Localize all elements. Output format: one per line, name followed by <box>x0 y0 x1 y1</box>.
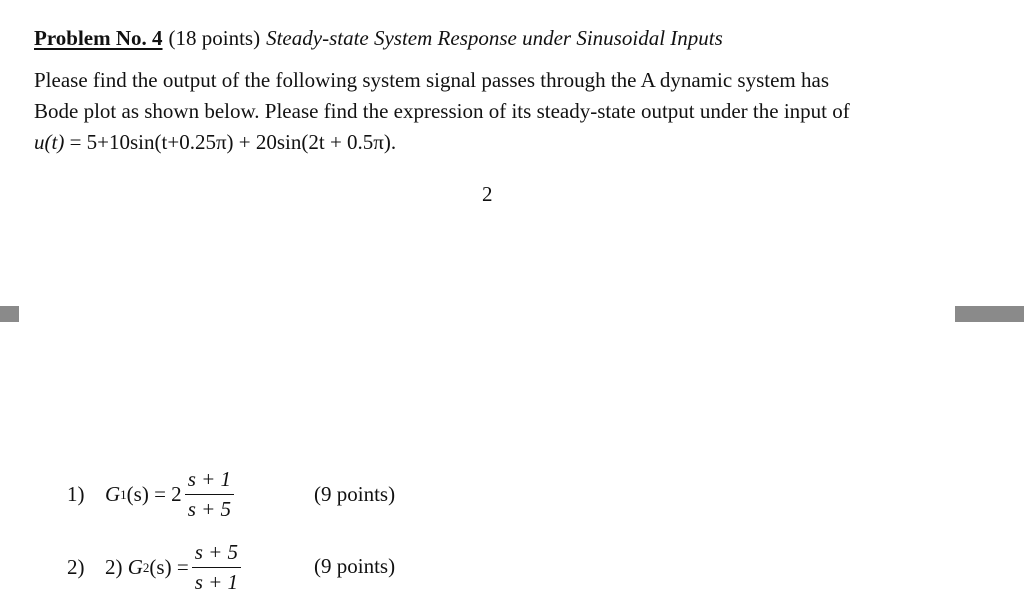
input-lhs: u(t) <box>34 130 65 154</box>
input-expression <box>34 127 994 158</box>
problem-header <box>34 26 723 51</box>
function-arg: (s) = 2 <box>126 482 182 506</box>
fraction <box>192 540 241 595</box>
numerator: s + 5 <box>192 540 241 568</box>
left-scroll-marker <box>0 306 19 322</box>
body-line-2: Bode plot as shown below. Please find the expression of its steady-state output under the input of <box>34 99 850 123</box>
problem-subtitle: Steady-state System Response under Sinusoidal Inputs <box>266 26 723 50</box>
function-name: G <box>105 482 121 506</box>
formula-prefix: 2) <box>105 555 128 579</box>
problem-label: Problem No. 4 <box>34 26 163 50</box>
item-points: (9 points) <box>314 554 396 578</box>
item-points: (9 points) <box>314 482 396 506</box>
list-item <box>67 467 234 522</box>
function-subscript: 1 <box>120 486 127 502</box>
problem-body <box>34 65 994 158</box>
function-subscript: 2 <box>142 559 150 575</box>
transfer-function-formula <box>105 540 241 595</box>
input-rhs: = 5+10sin(t+0.25π) + 20sin(2t + 0.5π). <box>64 130 397 154</box>
fraction <box>185 467 234 522</box>
function-arg: (s) = <box>149 555 189 579</box>
problem-points: (18 points) <box>168 26 261 50</box>
right-scroll-marker <box>955 306 1024 322</box>
item-number: 1) <box>67 482 85 506</box>
list-item <box>67 540 241 595</box>
floating-number: 2 <box>482 182 493 206</box>
numerator: s + 1 <box>185 467 234 495</box>
function-name: G <box>127 555 143 579</box>
denominator: s + 1 <box>194 570 239 594</box>
denominator: s + 5 <box>187 497 232 521</box>
item-number: 2) <box>67 555 85 579</box>
transfer-function-formula <box>105 467 234 522</box>
body-line-1: Please find the output of the following system signal passes through the A dynamic system has <box>34 68 829 92</box>
